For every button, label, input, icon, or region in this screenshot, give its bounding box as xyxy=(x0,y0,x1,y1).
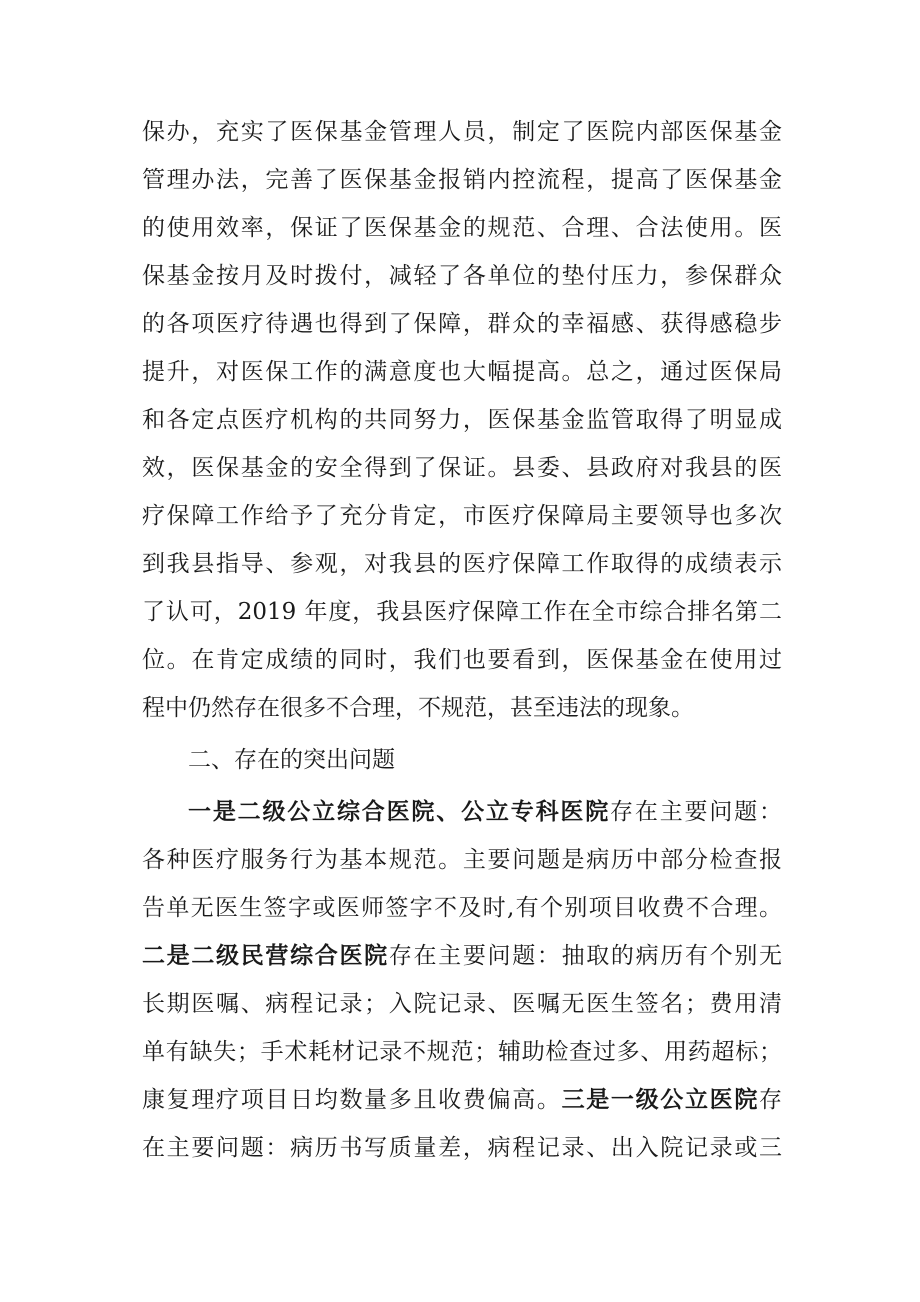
text-line-6: 提升，对医保工作的满意度也大幅提高。总之，通过医保局 xyxy=(142,359,782,385)
text-line-3: 的使用效率，保证了医保基金的规范、合理、合法使用。医 xyxy=(142,215,782,241)
p2-line-2: 各种医疗服务行为基本规范。主要问题是病历中部分检查报 xyxy=(142,847,782,873)
p2-line-3: 告单无医生签字或医师签字不及时,有个别项目收费不合理。 xyxy=(142,895,782,921)
text-line-7: 和各定点医疗机构的共同努力，医保基金监管取得了明显成 xyxy=(142,407,782,433)
p2-line-7-pre: 康复理疗项目日均数量多且收费偏高。 xyxy=(142,1087,562,1113)
p2-line-1 xyxy=(188,790,782,834)
p2-line-5: 长期医嘱、病程记录；入院记录、医嘱无医生签名；费用清 xyxy=(142,991,782,1017)
text-line-12: 位。在肯定成绩的同时，我们也要看到，医保基金在使用过 xyxy=(142,647,782,673)
text-line-9: 疗保障工作给予了充分肯定，市医疗保障局主要领导也多次 xyxy=(142,503,782,529)
text-line-4: 保基金按月及时拨付，减轻了各单位的垫付压力，参保群众 xyxy=(142,263,782,289)
text-line-8: 效，医保基金的安全得到了保证。县委、县政府对我县的医 xyxy=(142,455,782,481)
text-line-1: 保办，充实了医保基金管理人员，制定了医院内部医保基金 xyxy=(142,119,782,145)
p2-line-8: 在主要问题：病历书写质量差，病程记录、出入院记录或三 xyxy=(142,1135,782,1161)
text-line-10: 到我县指导、参观，对我县的医疗保障工作取得的成绩表示 xyxy=(142,551,782,577)
text-line-13: 程中仍然存在很多不合理，不规范，甚至违法的现象。 xyxy=(142,695,694,721)
p2-line-1-rest: 存在主要问题： xyxy=(610,799,783,825)
bold-lead-2: 二是二级民营综合医院 xyxy=(142,943,389,969)
text-line-2: 管理办法，完善了医保基金报销内控流程，提高了医保基金 xyxy=(142,167,782,193)
bold-lead-3: 三是一级公立医院 xyxy=(561,1087,760,1113)
p2-line-7 xyxy=(142,1078,782,1122)
text-line-5: 的各项医疗待遇也得到了保障，群众的幸福感、获得感稳步 xyxy=(142,311,782,337)
p2-line-4-rest: 存在主要问题：抽取的病历有个别无 xyxy=(388,943,783,969)
p2-line-7-post: 存 xyxy=(759,1087,783,1113)
p2-line-4 xyxy=(142,934,782,978)
bold-lead-1: 一是二级公立综合医院、公立专科医院 xyxy=(188,799,611,825)
text-line-11: 了认可，2019 年度，我县医疗保障工作在全市综合排名第二 xyxy=(142,599,782,625)
section-heading: 二、存在的突出问题 xyxy=(188,747,395,773)
p2-line-6: 单有缺失；手术耗材记录不规范；辅助检查过多、用药超标； xyxy=(142,1039,782,1065)
